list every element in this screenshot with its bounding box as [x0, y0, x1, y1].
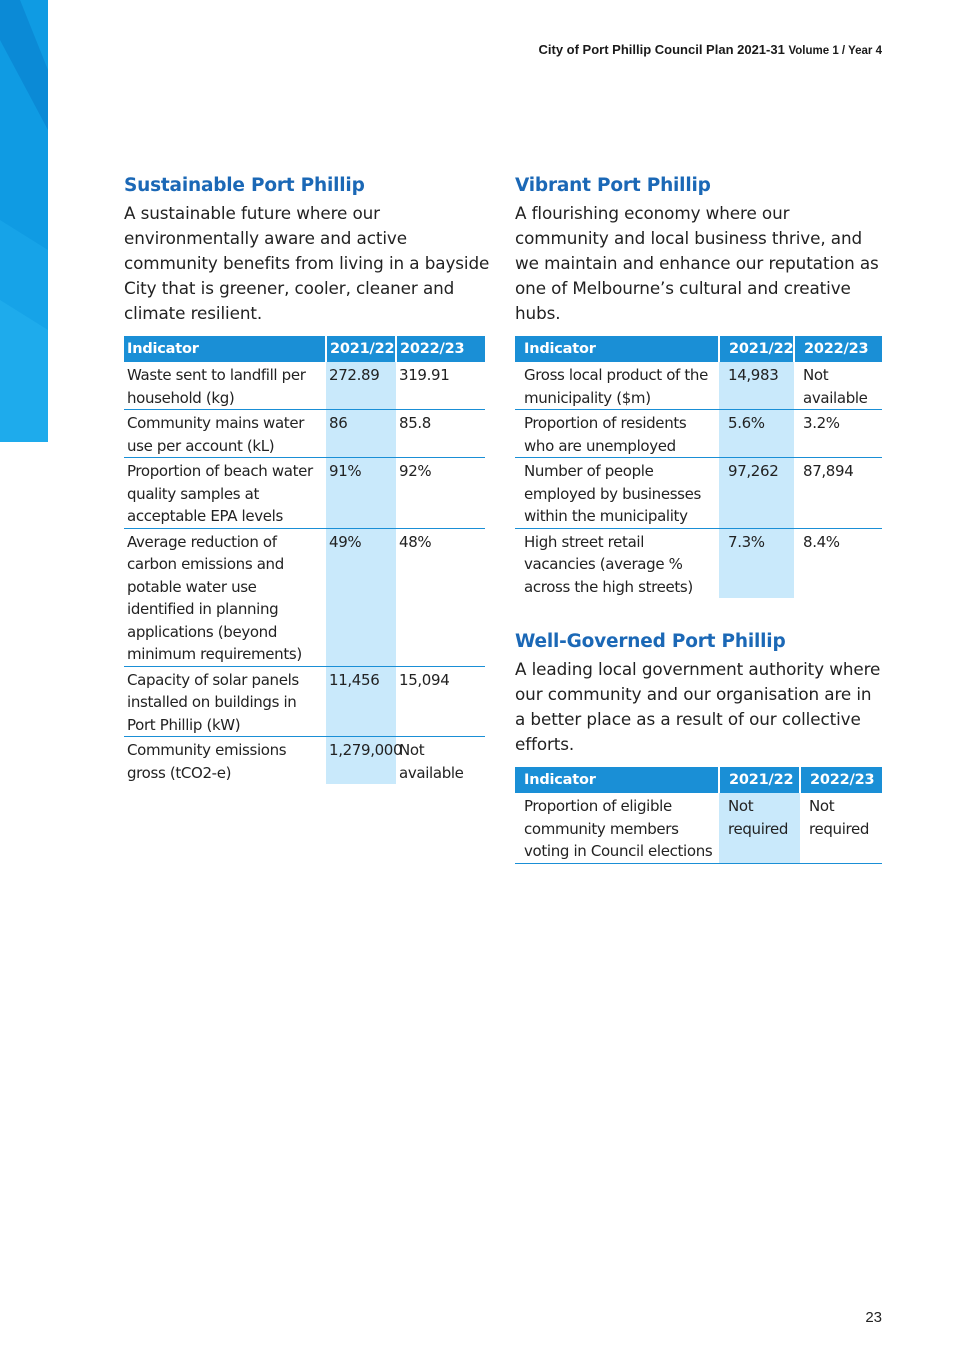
section-intro: A sustainable future where our environmentally aware and active community benefits from living in a bayside City that is greener, cooler, cleaner and climate resilient. — [124, 203, 490, 323]
value-2022-23: 3.2% — [794, 410, 882, 458]
value-2022-23: Not available — [794, 362, 882, 410]
table-row — [515, 458, 882, 529]
indicator-cell: Number of people employed by businesses within the municipality — [515, 458, 719, 529]
value-2022-23: Not available — [399, 741, 464, 782]
column-header: 2021/22 — [326, 336, 396, 362]
value-2021-22: 5.6% — [719, 410, 794, 458]
table-row — [515, 410, 882, 458]
section-title: Well-Governed Port Phillip — [515, 631, 786, 652]
value-2021-22: Not required — [719, 793, 800, 863]
table-row — [124, 737, 485, 785]
column-header: Indicator — [515, 767, 719, 793]
indicator-cell: Waste sent to landfill per household (kg) — [124, 362, 326, 410]
indicator-table — [124, 336, 485, 784]
indicator-table — [515, 767, 882, 863]
indicator-cell: Gross local product of the municipality ($m) — [515, 362, 719, 410]
section-vibrant — [515, 174, 883, 598]
value-2021-22: 11,456 — [326, 666, 396, 737]
table-row — [124, 458, 485, 529]
value-2022-23: Not required — [809, 797, 870, 838]
section-title: Vibrant Port Phillip — [515, 175, 711, 196]
decorative-side-band — [0, 0, 48, 442]
table-row — [515, 528, 882, 598]
value-2021-22: 49% — [326, 528, 396, 666]
value-2021-22: 14,983 — [719, 362, 794, 410]
indicator-cell: Proportion of eligible community members voting in Council elections — [524, 797, 713, 860]
indicator-table — [515, 336, 882, 598]
value-2021-22: 86 — [326, 410, 396, 458]
value-2021-22: 1,279,000 — [326, 737, 396, 785]
value-2022-23: 87,894 — [794, 458, 882, 529]
column-header: 2021/22 — [719, 336, 794, 362]
section-well-governed — [515, 630, 883, 864]
indicator-cell: Proportion of residents who are unemployed — [515, 410, 719, 458]
column-header: 2021/22 — [719, 767, 800, 793]
indicator-cell: High street retail vacancies (average % across the high streets) — [524, 532, 693, 596]
table-header-row — [515, 336, 882, 362]
table-bottom-rule — [515, 863, 882, 864]
indicator-cell: Community mains water use per account (kL) — [124, 410, 326, 458]
value-2022-23: 92% — [396, 458, 485, 529]
indicator-cell: Community emissions gross (tCO2-e) — [127, 741, 287, 782]
table-row — [124, 528, 485, 666]
table-header-row — [124, 336, 485, 362]
value-2022-23: 48% — [396, 528, 485, 666]
section-intro: A leading local government authority where our community and our organisation are in a better place as a result of our collective efforts. — [515, 659, 881, 754]
value-2021-22: 7.3% — [719, 528, 794, 598]
document-title: City of Port Phillip Council Plan 2021-31 — [538, 42, 785, 57]
value-2021-22: 272.89 — [326, 362, 396, 410]
indicator-cell: Proportion of beach water quality samples at acceptable EPA levels — [124, 458, 326, 529]
indicator-cell: Capacity of solar panels installed on buildings in Port Phillip (kW) — [124, 666, 326, 737]
value-2021-22: 91% — [326, 458, 396, 529]
column-header: 2022/23 — [794, 336, 882, 362]
value-2022-23: 319.91 — [396, 362, 485, 410]
table-row — [515, 362, 882, 410]
section-sustainable — [124, 174, 492, 784]
column-header: Indicator — [124, 336, 326, 362]
table-row — [124, 362, 485, 410]
page-number: 23 — [865, 1309, 882, 1326]
value-2021-22: 97,262 — [719, 458, 794, 529]
value-2022-23: 85.8 — [396, 410, 485, 458]
document-volume: Volume 1 / Year 4 — [788, 45, 882, 57]
column-header: 2022/23 — [396, 336, 485, 362]
section-intro: A flourishing economy where our community and local business thrive, and we maintain and enhance our reputation as one of Melbourne’s cultural and creative hubs. — [515, 203, 879, 323]
value-2022-23: 8.4% — [803, 532, 840, 551]
table-header-row — [515, 767, 882, 793]
document-header — [539, 42, 883, 57]
table-row — [124, 410, 485, 458]
section-title: Sustainable Port Phillip — [124, 175, 365, 196]
indicator-cell: Average reduction of carbon emissions and potable water use identified in planning applications (beyond minimum requirements) — [124, 528, 326, 666]
value-2022-23: 15,094 — [396, 666, 485, 737]
column-header: 2022/23 — [800, 767, 882, 793]
table-row — [515, 793, 882, 863]
table-row — [124, 666, 485, 737]
column-header: Indicator — [515, 336, 719, 362]
